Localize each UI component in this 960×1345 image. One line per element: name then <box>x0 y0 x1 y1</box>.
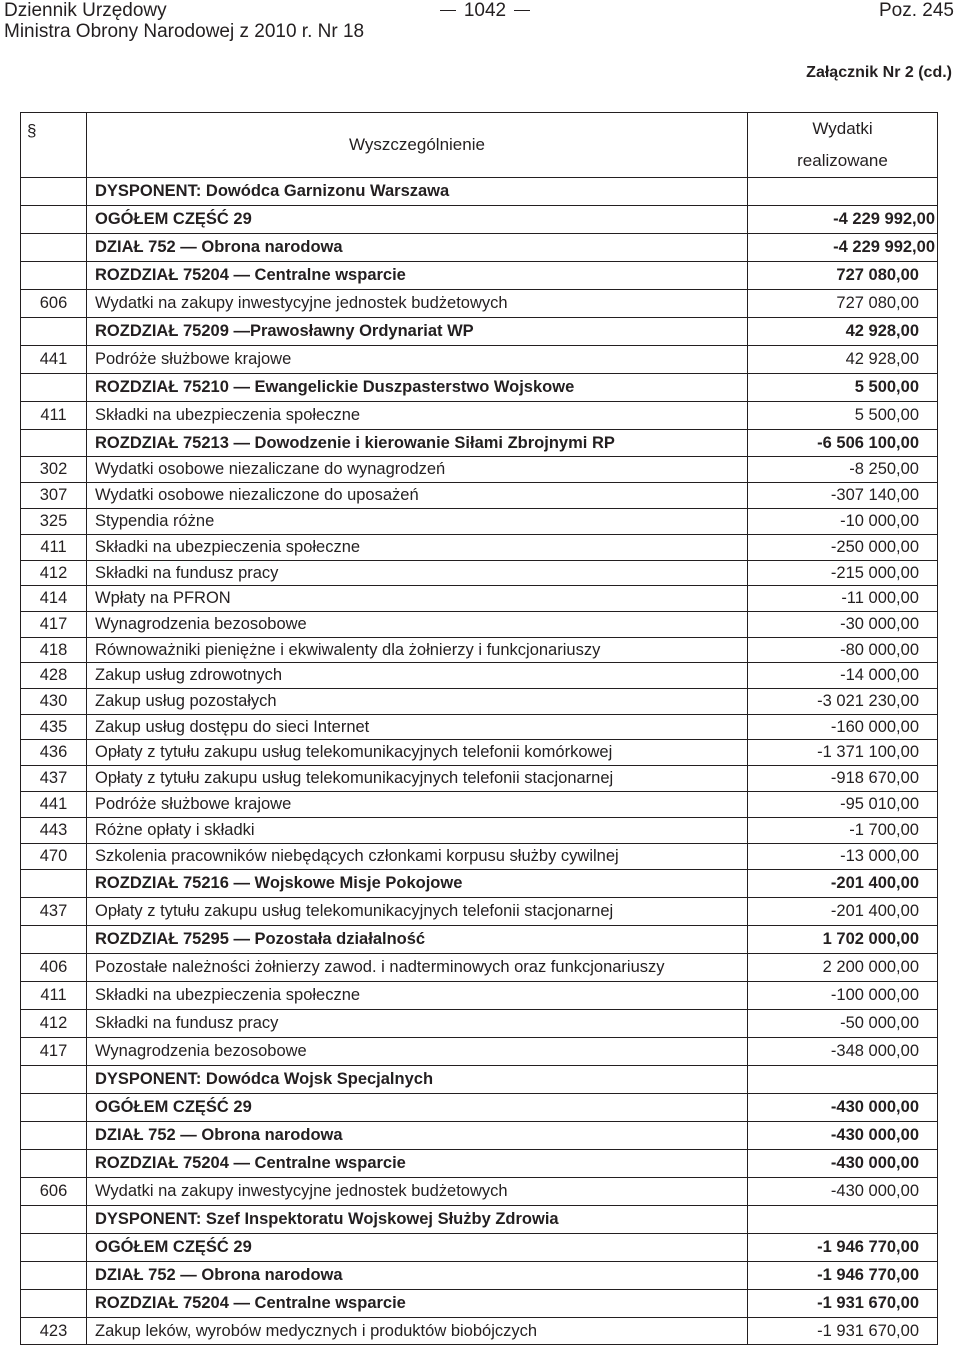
row-code: 417 <box>21 1038 87 1066</box>
row-label: DZIAŁ 752 — Obrona narodowa <box>87 234 748 262</box>
column-header-description: Wyszczególnienie <box>87 113 748 178</box>
table-row <box>21 318 938 346</box>
row-amount: -430 000,00 <box>748 1094 938 1122</box>
table-row <box>21 612 938 638</box>
row-amount: -215 000,00 <box>748 561 938 586</box>
row-code <box>21 234 87 262</box>
table-row <box>21 689 938 715</box>
table-row <box>21 374 938 402</box>
row-amount: 42 928,00 <box>748 318 938 346</box>
table-row <box>21 982 938 1010</box>
row-code: 606 <box>21 1178 87 1206</box>
table-row <box>21 1234 938 1262</box>
row-code: 302 <box>21 457 87 483</box>
table-header-row <box>21 113 938 178</box>
row-code: 411 <box>21 402 87 430</box>
table-row <box>21 1094 938 1122</box>
row-amount: -30 000,00 <box>748 612 938 638</box>
table-row <box>21 234 938 262</box>
row-amount: -430 000,00 <box>748 1150 938 1178</box>
table-row <box>21 1150 938 1178</box>
row-label: DZIAŁ 752 — Obrona narodowa <box>87 1122 748 1150</box>
row-amount: -4 229 992,00 <box>748 206 938 234</box>
row-label: Szkolenia pracowników niebędących członkami korpusu służby cywilnej <box>87 844 748 870</box>
row-amount: -307 140,00 <box>748 483 938 509</box>
row-amount: 2 200 000,00 <box>748 954 938 982</box>
row-code: 423 <box>21 1318 87 1345</box>
row-label: OGÓŁEM CZĘŚĆ 29 <box>87 1234 748 1262</box>
row-code <box>21 1206 87 1234</box>
attachment-label: Załącznik Nr 2 (cd.) <box>806 64 952 81</box>
row-label: Zakup usług dostępu do sieci Internet <box>87 715 748 740</box>
row-label: ROZDZIAŁ 75210 — Ewangelickie Duszpasterstwo Wojskowe <box>87 374 748 402</box>
column-header-amount-line2: realizowane <box>797 151 888 170</box>
row-amount: 727 080,00 <box>748 262 938 290</box>
row-amount: -3 021 230,00 <box>748 689 938 715</box>
row-amount: 5 500,00 <box>748 374 938 402</box>
row-amount: 5 500,00 <box>748 402 938 430</box>
row-amount: -250 000,00 <box>748 535 938 561</box>
row-code <box>21 374 87 402</box>
row-amount: -160 000,00 <box>748 715 938 740</box>
row-code: 428 <box>21 663 87 689</box>
row-amount: -100 000,00 <box>748 982 938 1010</box>
row-amount <box>748 1206 938 1234</box>
table-row <box>21 206 938 234</box>
budget-table <box>20 112 938 1345</box>
row-code: 411 <box>21 982 87 1010</box>
row-code: 325 <box>21 509 87 535</box>
row-code: 437 <box>21 766 87 792</box>
row-amount: -95 010,00 <box>748 792 938 818</box>
row-label: Wynagrodzenia bezosobowe <box>87 1038 748 1066</box>
table-row <box>21 1010 938 1038</box>
row-label: Wydatki na zakupy inwestycyjne jednostek budżetowych <box>87 1178 748 1206</box>
journal-title: Dziennik Urzędowy <box>4 0 167 21</box>
row-code: 411 <box>21 535 87 561</box>
column-header-amount <box>748 113 938 178</box>
row-amount: -10 000,00 <box>748 509 938 535</box>
row-code: 307 <box>21 483 87 509</box>
row-label: DZIAŁ 752 — Obrona narodowa <box>87 1262 748 1290</box>
row-code: 441 <box>21 792 87 818</box>
row-label: Składki na ubezpieczenia społeczne <box>87 535 748 561</box>
row-label: Składki na ubezpieczenia społeczne <box>87 982 748 1010</box>
row-amount: -1 931 670,00 <box>748 1290 938 1318</box>
row-code <box>21 262 87 290</box>
row-code <box>21 206 87 234</box>
row-amount: -13 000,00 <box>748 844 938 870</box>
row-code: 430 <box>21 689 87 715</box>
table-row <box>21 535 938 561</box>
row-code: 414 <box>21 586 87 612</box>
row-code: 470 <box>21 844 87 870</box>
table-row <box>21 663 938 689</box>
table-row <box>21 766 938 792</box>
row-amount <box>748 1066 938 1094</box>
table-row <box>21 1262 938 1290</box>
row-amount: -430 000,00 <box>748 1122 938 1150</box>
row-code: 606 <box>21 290 87 318</box>
row-code <box>21 1150 87 1178</box>
row-label: OGÓŁEM CZĘŚĆ 29 <box>87 1094 748 1122</box>
row-code: 406 <box>21 954 87 982</box>
row-label: ROZDZIAŁ 75204 — Centralne wsparcie <box>87 1150 748 1178</box>
row-label: Wydatki na zakupy inwestycyjne jednostek budżetowych <box>87 290 748 318</box>
row-amount: -1 371 100,00 <box>748 740 938 766</box>
row-label: ROZDZIAŁ 75209 —Prawosławny Ordynariat WP <box>87 318 748 346</box>
table-row <box>21 844 938 870</box>
table-row <box>21 430 938 457</box>
row-label: Wydatki osobowe niezaliczane do wynagrodzeń <box>87 457 748 483</box>
row-label: Opłaty z tytułu zakupu usług telekomunikacyjnych telefonii stacjonarnej <box>87 766 748 792</box>
row-label: Składki na ubezpieczenia społeczne <box>87 402 748 430</box>
table-body <box>21 178 938 1345</box>
table-row <box>21 1066 938 1094</box>
row-amount: -4 229 992,00 <box>748 234 938 262</box>
row-label: ROZDZIAŁ 75216 — Wojskowe Misje Pokojowe <box>87 870 748 898</box>
table-row <box>21 178 938 206</box>
row-code: 435 <box>21 715 87 740</box>
row-amount: -14 000,00 <box>748 663 938 689</box>
table-row <box>21 1290 938 1318</box>
row-amount: -918 670,00 <box>748 766 938 792</box>
row-code: 417 <box>21 612 87 638</box>
column-header-section: § <box>21 113 87 178</box>
table-row <box>21 561 938 586</box>
row-amount: 1 702 000,00 <box>748 926 938 954</box>
table-row <box>21 954 938 982</box>
row-label: ROZDZIAŁ 75204 — Centralne wsparcie <box>87 1290 748 1318</box>
row-label: Różne opłaty i składki <box>87 818 748 844</box>
table-row <box>21 818 938 844</box>
table-row <box>21 457 938 483</box>
row-amount: -201 400,00 <box>748 898 938 926</box>
row-code <box>21 1290 87 1318</box>
row-amount: -8 250,00 <box>748 457 938 483</box>
row-label: OGÓŁEM CZĘŚĆ 29 <box>87 206 748 234</box>
row-label: ROZDZIAŁ 75204 — Centralne wsparcie <box>87 262 748 290</box>
table-row <box>21 1038 938 1066</box>
table-row <box>21 638 938 663</box>
row-amount: -201 400,00 <box>748 870 938 898</box>
row-amount: -1 946 770,00 <box>748 1262 938 1290</box>
row-code: 437 <box>21 898 87 926</box>
position-number: Poz. 245 <box>879 0 954 21</box>
row-label: ROZDZIAŁ 75295 — Pozostała działalność <box>87 926 748 954</box>
row-code <box>21 318 87 346</box>
row-code: 412 <box>21 561 87 586</box>
row-code <box>21 926 87 954</box>
row-code: 418 <box>21 638 87 663</box>
row-label: ROZDZIAŁ 75213 — Dowodzenie i kierowanie Siłami Zbrojnymi RP <box>87 430 748 457</box>
row-amount <box>748 178 938 206</box>
row-label: Zakup leków, wyrobów medycznych i produktów biobójczych <box>87 1318 748 1345</box>
row-amount: 42 928,00 <box>748 346 938 374</box>
table-row <box>21 1206 938 1234</box>
row-label: Podróże służbowe krajowe <box>87 792 748 818</box>
row-label: DYSPONENT: Dowódca Garnizonu Warszawa <box>87 178 748 206</box>
row-code: 441 <box>21 346 87 374</box>
table-row <box>21 1318 938 1345</box>
row-label: Zakup usług pozostałych <box>87 689 748 715</box>
table-row <box>21 290 938 318</box>
row-label: Równoważniki pieniężne i ekwiwalenty dla żołnierzy i funkcjonariuszy <box>87 638 748 663</box>
row-code <box>21 1094 87 1122</box>
table-row <box>21 740 938 766</box>
row-label: Wpłaty na PFRON <box>87 586 748 612</box>
row-amount: -348 000,00 <box>748 1038 938 1066</box>
table-row <box>21 792 938 818</box>
row-label: DYSPONENT: Dowódca Wojsk Specjalnych <box>87 1066 748 1094</box>
row-code <box>21 1066 87 1094</box>
row-amount: -6 506 100,00 <box>748 430 938 457</box>
row-amount: -1 700,00 <box>748 818 938 844</box>
table-row <box>21 715 938 740</box>
row-label: Zakup usług zdrowotnych <box>87 663 748 689</box>
table-row <box>21 346 938 374</box>
table-row <box>21 1178 938 1206</box>
row-code <box>21 430 87 457</box>
row-code <box>21 1122 87 1150</box>
row-amount: -11 000,00 <box>748 586 938 612</box>
row-label: Opłaty z tytułu zakupu usług telekomunikacyjnych telefonii komórkowej <box>87 740 748 766</box>
row-amount: -1 931 670,00 <box>748 1318 938 1345</box>
table-row <box>21 262 938 290</box>
row-code <box>21 178 87 206</box>
row-code: 412 <box>21 1010 87 1038</box>
journal-subtitle: Ministra Obrony Narodowej z 2010 r. Nr 18 <box>4 21 365 42</box>
row-label: Stypendia różne <box>87 509 748 535</box>
row-label: Pozostałe należności żołnierzy zawod. i nadterminowych oraz funkcjonariuszy <box>87 954 748 982</box>
table-row <box>21 870 938 898</box>
page-number: 1042 <box>425 0 545 22</box>
table-row <box>21 1122 938 1150</box>
row-amount: -430 000,00 <box>748 1178 938 1206</box>
row-code: 436 <box>21 740 87 766</box>
row-label: Podróże służbowe krajowe <box>87 346 748 374</box>
table-row <box>21 402 938 430</box>
row-amount: -50 000,00 <box>748 1010 938 1038</box>
row-amount: -80 000,00 <box>748 638 938 663</box>
row-label: Składki na fundusz pracy <box>87 561 748 586</box>
row-code <box>21 1234 87 1262</box>
row-label: Składki na fundusz pracy <box>87 1010 748 1038</box>
row-amount: 727 080,00 <box>748 290 938 318</box>
row-label: Opłaty z tytułu zakupu usług telekomunikacyjnych telefonii stacjonarnej <box>87 898 748 926</box>
table-row <box>21 926 938 954</box>
table-row <box>21 898 938 926</box>
row-label: Wydatki osobowe niezaliczone do uposażeń <box>87 483 748 509</box>
table-row <box>21 586 938 612</box>
table-row <box>21 483 938 509</box>
column-header-amount-line1: Wydatki <box>812 119 873 138</box>
row-label: Wynagrodzenia bezosobowe <box>87 612 748 638</box>
row-code <box>21 870 87 898</box>
row-code: 443 <box>21 818 87 844</box>
row-amount: -1 946 770,00 <box>748 1234 938 1262</box>
row-label: DYSPONENT: Szef Inspektoratu Wojskowej Służby Zdrowia <box>87 1206 748 1234</box>
row-code <box>21 1262 87 1290</box>
table-row <box>21 509 938 535</box>
